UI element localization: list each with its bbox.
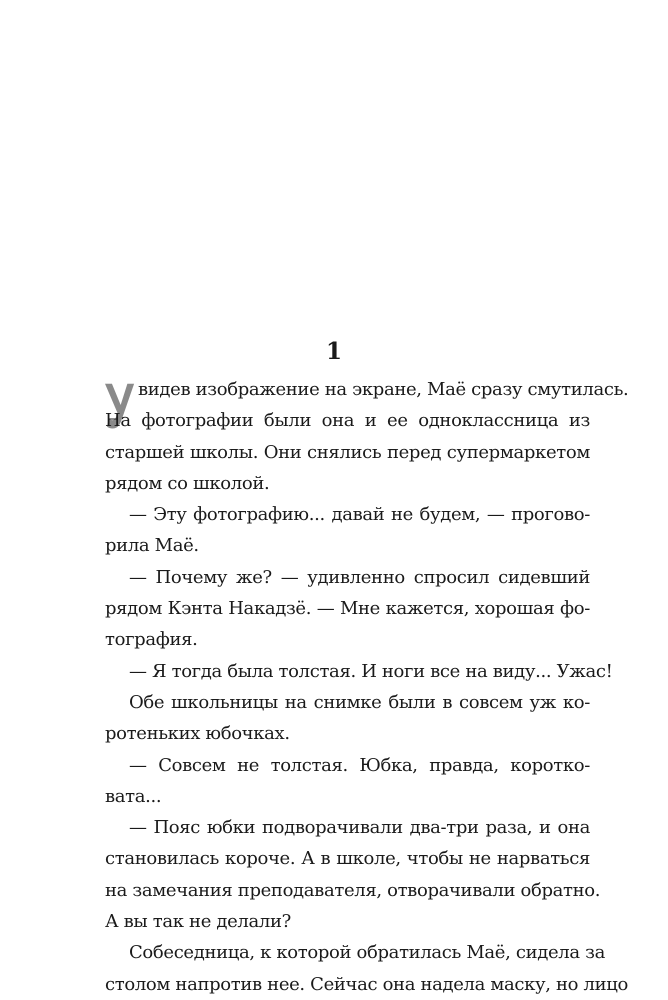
text-line: Обе школьницы на снимке были в совсем уж ко- bbox=[129, 691, 590, 713]
text-line: рядом со школой. bbox=[105, 472, 270, 494]
text-line: — Эту фотографию... давай не будем, — прогово- bbox=[129, 504, 590, 526]
text-line: видев изображение на экране, Маё сразу смутилась. bbox=[138, 379, 629, 400]
chapter-number: 1 bbox=[325, 338, 342, 365]
text-line: — Почему же? — удивленно спросил сидевший bbox=[129, 566, 590, 588]
text-line: тография. bbox=[105, 629, 198, 651]
text-line: рила Маё. bbox=[105, 535, 199, 557]
text-line: вата... bbox=[105, 785, 162, 807]
text-line: — Пояс юбки подворачивали два-три раза, и она bbox=[129, 817, 590, 839]
text-line: — Совсем не толстая. Юбка, правда, коротко- bbox=[129, 754, 590, 776]
text-line: рядом Кэнта Накадзё. — Мне кажется, хорошая фо- bbox=[105, 598, 590, 620]
text-line: А вы так не делали? bbox=[105, 911, 291, 933]
body-text bbox=[105, 370, 629, 1000]
text-line: становилась короче. А в школе, чтобы не нарваться bbox=[105, 848, 590, 870]
text-line: ротеньких юбочках. bbox=[105, 723, 290, 745]
drop-cap: У bbox=[105, 370, 134, 442]
text-line: на замечания преподавателя, отворачивали обратно. bbox=[105, 879, 601, 901]
text-line: столом напротив нее. Сейчас она надела маску, но лицо bbox=[105, 973, 628, 995]
text-line: На фотографии были она и ее одноклассница из bbox=[105, 410, 590, 432]
text-line: Собеседница, к которой обратилась Маё, сидела за bbox=[129, 942, 605, 964]
text-line: старшей школы. Они снялись перед супермаркетом bbox=[105, 441, 590, 463]
text-line: — Я тогда была толстая. И ноги все на виду... Ужас! bbox=[129, 660, 613, 682]
